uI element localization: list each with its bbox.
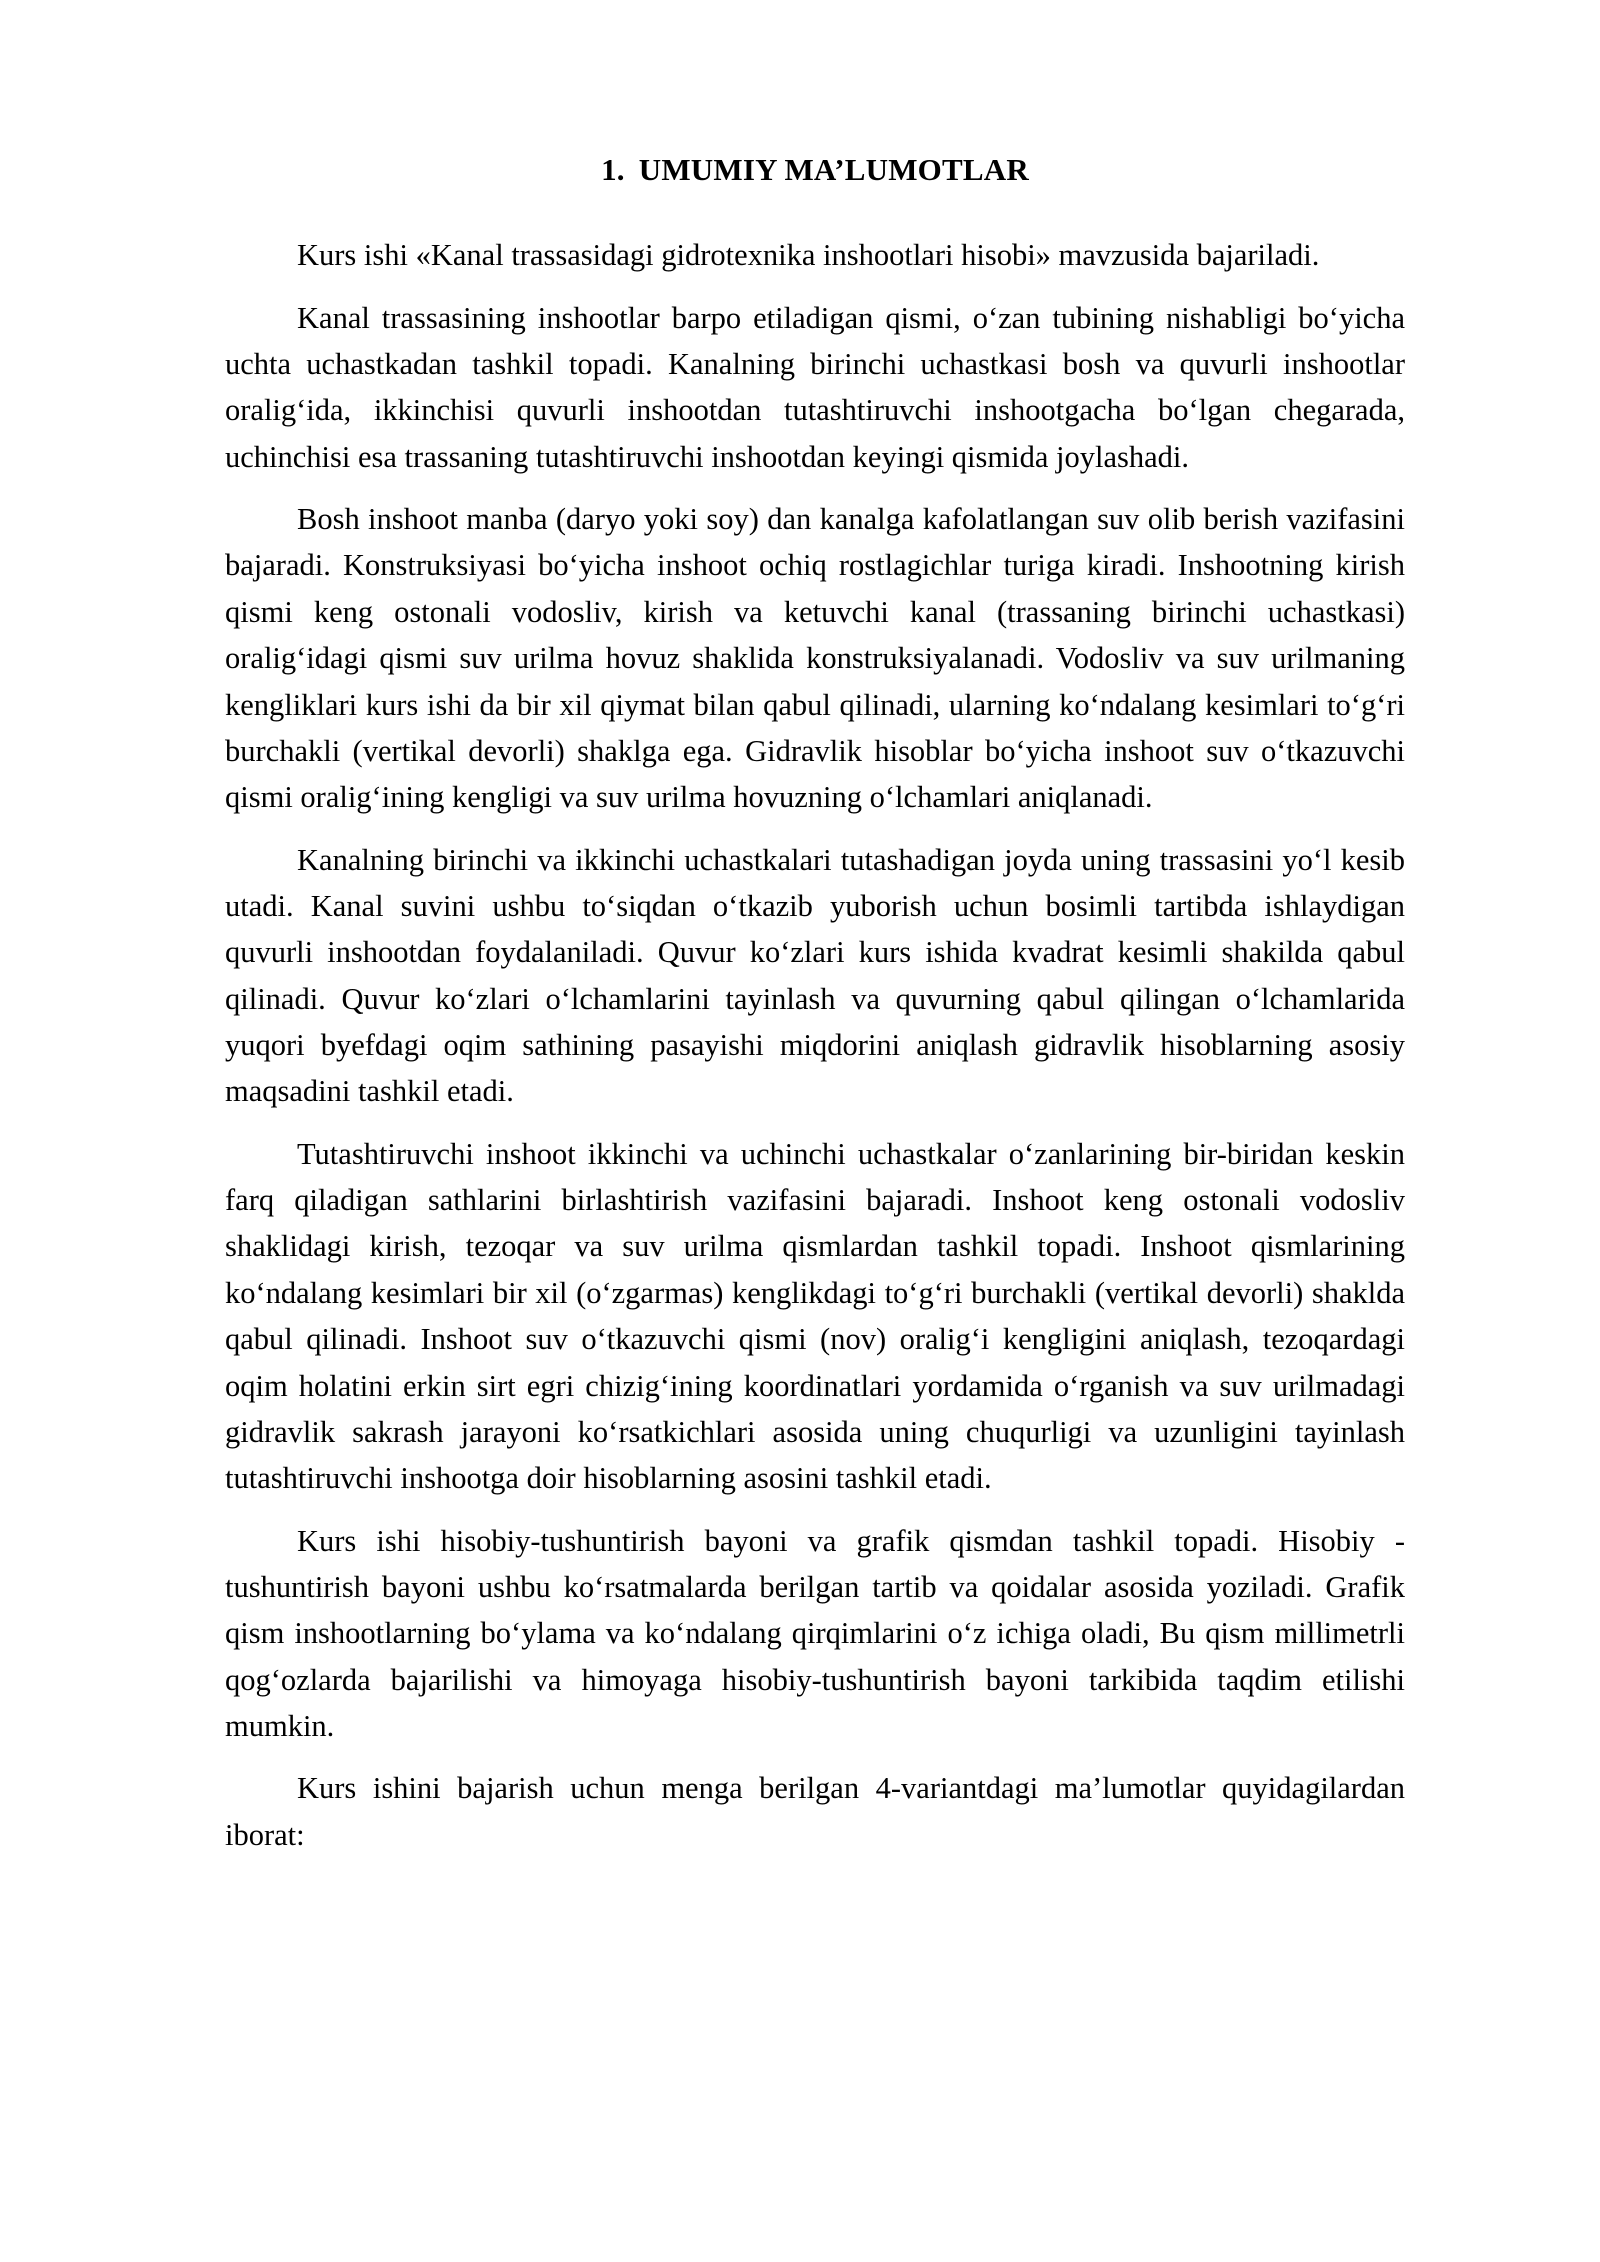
page-title (225, 150, 1405, 190)
paragraph-5: Tutashtiruvchi inshoot ikkinchi va uchinchi uchastkalar o‘zanlarining bir-biridan keskin farq qiladigan sathlarini birlashtirish vazifasini bajaradi. Inshoot keng ostonali vodosliv shaklidagi kirish, tezoqar va suv urilma qismlardan tashkil topadi. Inshoot qismlarining ko‘ndalang kesimlari bir xil (o‘zgarmas) kenglikdagi to‘g‘ri burchakli (vertikal devorli) shaklda qabul qilinadi. Inshoot suv o‘tkazuvchi qismi (nov) oralig‘i kengligini aniqlash, tezoqardagi oqim holatini erkin sirt egri chizig‘ining koordinatlari yordamida o‘rganish va suv urilmadagi gidravlik sakrash jarayoni ko‘rsatkichlari asosida uning chuqurligi va uzunligini tayinlash tutashtiruvchi inshootga doir hisoblarning asosini tashkil etadi. (225, 1136, 1405, 1496)
paragraph-3: Bosh inshoot manba (daryo yoki soy) dan kanalga kafolatlangan suv olib berish vazifasini bajaradi. Konstruksiyasi bo‘yicha inshoot ochiq rostlagichlar turiga kiradi. Inshootning kirish qismi keng ostonali vodosliv, kirish va ketuvchi kanal (trassaning birinchi uchastkasi) oralig‘idagi qismi suv urilma hovuz shaklida konstruksiyalanadi. Vodosliv va suv urilmaning kengliklari kurs ishi da bir xil qiymat bilan qabul qilinadi, ularning ko‘ndalang kesimlari to‘g‘ri burchakli (vertikal devorli) shaklga ega. Gidravlik hisoblar bo‘yicha inshoot suv o‘tkazuvchi qismi oralig‘ining kengligi va suv urilma hovuzning o‘lchamlari aniqlanadi. (225, 502, 1405, 815)
paragraph-4: Kanalning birinchi va ikkinchi uchastkalari tutashadigan joyda uning trassasini yo‘l kesib utadi. Kanal suvini ushbu to‘siqdan o‘tkazib yuborish uchun bosimli tartibda ishlaydigan quvurli inshootdan foydalaniladi. Quvur ko‘zlari kurs ishida kvadrat kesimli shakilda qabul qilinadi. Quvur ko‘zlari o‘lchamlarini tayinlash va quvurning qabul qilingan o‘lchamlarida yuqori byefdagi oqim sathining pasayishi miqdorini aniqlash gidravlik hisoblarning asosiy maqsadini tashkil etadi. (225, 842, 1405, 1109)
paragraph-2: Kanal trassasining inshootlar barpo etiladigan qismi, o‘zan tubining nishabligi bo‘yicha uchta uchastkadan tashkil topadi. Kanalning birinchi uchastkasi bosh va quvurli inshootlar oralig‘ida, ikkinchisi quvurli inshootdan tutashtiruvchi inshootgacha bo‘lgan chegarada, uchinchisi esa trassaning tutashtiruvchi inshootdan keyingi qismida joylashadi. (225, 300, 1405, 474)
page-title-text: UMUMIY MA’LUMOTLAR (638, 152, 1029, 187)
paragraph-1: Kurs ishi «Kanal trassasidagi gidrotexnika inshootlari hisobi» mavzusida bajariladi. (297, 238, 1320, 273)
page-title-number: 1. (601, 152, 625, 187)
paragraph-7: Kurs ishini bajarish uchun menga berilgan 4-variantdagi ma’lumotlar quyidagilardan iborat: (225, 1771, 1405, 1852)
paragraph-6: Kurs ishi hisobiy-tushuntirish bayoni va grafik qismdan tashkil topadi. Hisobiy - tushuntirish bayoni ushbu ko‘rsatmalarda berilgan tartib va qoidalar asosida yoziladi. Grafik qism inshootlarning bo‘ylama va ko‘ndalang qirqimlarini o‘z ichiga oladi, Bu qism millimetrli qog‘ozlarda bajarilishi va himoyaga hisobiy-tushuntirish bayoni tarkibida taqdim etilishi mumkin. (225, 1523, 1405, 1744)
